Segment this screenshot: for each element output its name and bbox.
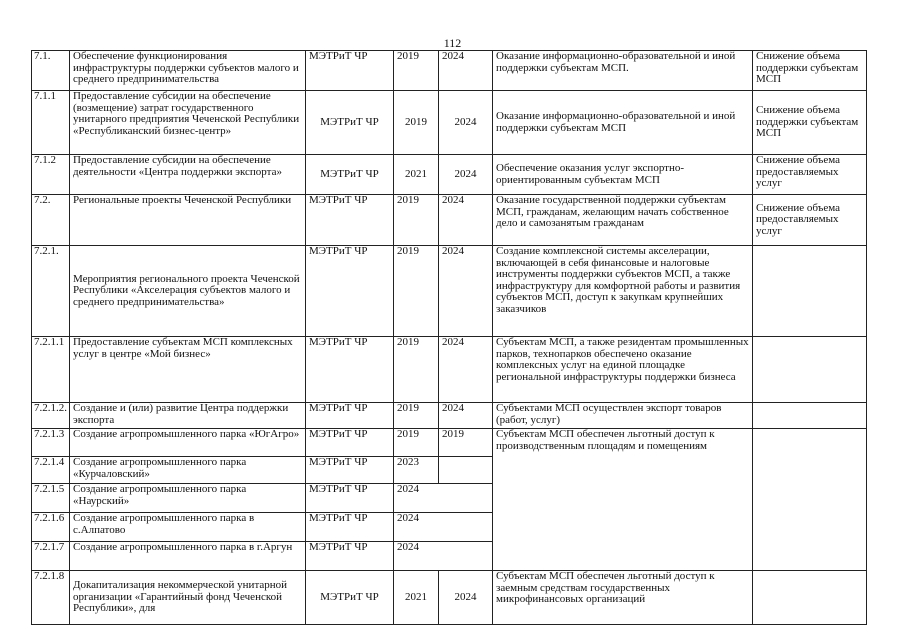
- expected-result: Оказание информационно-образовательной и иной поддержки субъектам МСП: [493, 91, 753, 155]
- event-name: Предоставление субъектам МСП комплексных услуг в центре «Мой бизнес»: [70, 337, 306, 403]
- row-number: 7.2.1.6: [32, 513, 70, 542]
- row-number: 7.2.1.1: [32, 337, 70, 403]
- start-year: 2019: [394, 195, 439, 246]
- executor: МЭТРиТ ЧР: [306, 246, 394, 337]
- table-row: [32, 195, 867, 246]
- end-year: 2024: [439, 51, 493, 91]
- event-name: Создание и (или) развитие Центра поддержки экспорта: [70, 403, 306, 429]
- expected-result: Оказание государственной поддержки субъектам МСП, гражданам, желающим начать собственное дело и самозанятым гражданам: [493, 195, 753, 246]
- risk: Снижение объема поддержки субъектам МСП: [753, 51, 867, 91]
- row-number: 7.2.1.8: [32, 571, 70, 625]
- event-name: Региональные проекты Чеченской Республики: [70, 195, 306, 246]
- start-year: 2019: [394, 91, 439, 155]
- executor: МЭТРиТ ЧР: [306, 195, 394, 246]
- expected-result: Создание комплексной системы акселерации, включающей в себя финансовые и налоговые инструменты поддержки субъектов МСП, а также инфраструктуру для комфортной работы и развития субъектов МСП, доступ к закупкам крупнейших заказчиков: [493, 246, 753, 337]
- start-year: 2024: [394, 542, 493, 571]
- executor: МЭТРиТ ЧР: [306, 542, 394, 571]
- expected-result: Субъектам МСП обеспечен льготный доступ к заемным средствам государственных микрофинансовых организаций: [493, 571, 753, 625]
- risk: Снижение объема поддержки субъектам МСП: [753, 91, 867, 155]
- executor: МЭТРиТ ЧР: [306, 91, 394, 155]
- risk: [753, 337, 867, 403]
- executor: МЭТРиТ ЧР: [306, 513, 394, 542]
- page-number: 112: [443, 36, 462, 50]
- end-year: 2024: [439, 246, 493, 337]
- start-year: 2021: [394, 571, 439, 625]
- event-name: Предоставление субсидии на обеспечение (возмещение) затрат государственного унитарного предприятия Чеченской Республики «Республиканский бизнес-центр»: [70, 91, 306, 155]
- executor: МЭТРиТ ЧР: [306, 457, 394, 484]
- start-year: 2019: [394, 403, 439, 429]
- end-year: 2024: [439, 155, 493, 195]
- end-year: 2024: [439, 337, 493, 403]
- table-row: [32, 429, 867, 457]
- expected-result: Обеспечение оказания услуг экспортно-ориентированным субъектам МСП: [493, 155, 753, 195]
- start-year: 2019: [394, 246, 439, 337]
- executor: МЭТРиТ ЧР: [306, 51, 394, 91]
- risk: [753, 429, 867, 571]
- executor: МЭТРиТ ЧР: [306, 484, 394, 513]
- risk: [753, 246, 867, 337]
- activities-table: [31, 50, 867, 625]
- end-year: 2019: [439, 429, 493, 457]
- risk: Снижение объема предоставляемых услуг: [753, 195, 867, 246]
- event-name: Создание агропромышленного парка в с.Алпатово: [70, 513, 306, 542]
- executor: МЭТРиТ ЧР: [306, 337, 394, 403]
- risk: [753, 403, 867, 429]
- row-number: 7.1.: [32, 51, 70, 91]
- executor: МЭТРиТ ЧР: [306, 571, 394, 625]
- table-row: [32, 51, 867, 91]
- row-number: 7.2.1.: [32, 246, 70, 337]
- start-year: 2024: [394, 513, 493, 542]
- row-number: 7.2.1.3: [32, 429, 70, 457]
- start-year: 2019: [394, 337, 439, 403]
- start-year: 2019: [394, 429, 439, 457]
- executor: МЭТРиТ ЧР: [306, 403, 394, 429]
- event-name: Создание агропромышленного парка «Наурский»: [70, 484, 306, 513]
- row-number: 7.2.: [32, 195, 70, 246]
- row-number: 7.2.1.5: [32, 484, 70, 513]
- event-name: Создание агропромышленного парка «ЮгАгро»: [70, 429, 306, 457]
- row-number: 7.2.1.2.: [32, 403, 70, 429]
- risk: Снижение объема предоставляемых услуг: [753, 155, 867, 195]
- end-year: 2024: [439, 91, 493, 155]
- executor: МЭТРиТ ЧР: [306, 429, 394, 457]
- start-year: 2021: [394, 155, 439, 195]
- event-name: Создание агропромышленного парка в г.Аргун: [70, 542, 306, 571]
- row-number: 7.1.2: [32, 155, 70, 195]
- event-name: Создание агропромышленного парка «Курчаловский»: [70, 457, 306, 484]
- row-number: 7.1.1: [32, 91, 70, 155]
- event-name: Обеспечение функционирования инфраструктуры поддержки субъектов малого и среднего предпринимательства: [70, 51, 306, 91]
- table-row: [32, 246, 867, 337]
- event-name: Докапитализация некоммерческой унитарной организации «Гарантийный фонд Чеченской Республики», для: [70, 571, 306, 625]
- table-row: [32, 403, 867, 429]
- table-row: [32, 337, 867, 403]
- risk: [753, 571, 867, 625]
- expected-result: Субъектам МСП обеспечен льготный доступ к производственным площадям и помещениям: [493, 429, 753, 571]
- table-row: [32, 155, 867, 195]
- row-number: 7.2.1.7: [32, 542, 70, 571]
- expected-result: Субъектами МСП осуществлен экспорт товаров (работ, услуг): [493, 403, 753, 429]
- executor: МЭТРиТ ЧР: [306, 155, 394, 195]
- end-year: 2024: [439, 195, 493, 246]
- start-year: 2024: [394, 484, 493, 513]
- event-name: Мероприятия регионального проекта Чеченской Республики «Акселерация субъектов малого и среднего предпринимательства»: [70, 246, 306, 337]
- end-year: 2024: [439, 403, 493, 429]
- row-number: 7.2.1.4: [32, 457, 70, 484]
- expected-result: Субъектам МСП, а также резидентам промышленных парков, технопарков обеспечено оказание комплексных услуг на единой площадке региональной инфраструктуры поддержки бизнеса: [493, 337, 753, 403]
- event-name: Предоставление субсидии на обеспечение деятельности «Центра поддержки экспорта»: [70, 155, 306, 195]
- table-row: [32, 91, 867, 155]
- table-row: [32, 571, 867, 625]
- end-year: 2024: [439, 571, 493, 625]
- end-year: [439, 457, 493, 484]
- expected-result: Оказание информационно-образовательной и иной поддержки субъектам МСП.: [493, 51, 753, 91]
- start-year: 2019: [394, 51, 439, 91]
- start-year: 2023: [394, 457, 439, 484]
